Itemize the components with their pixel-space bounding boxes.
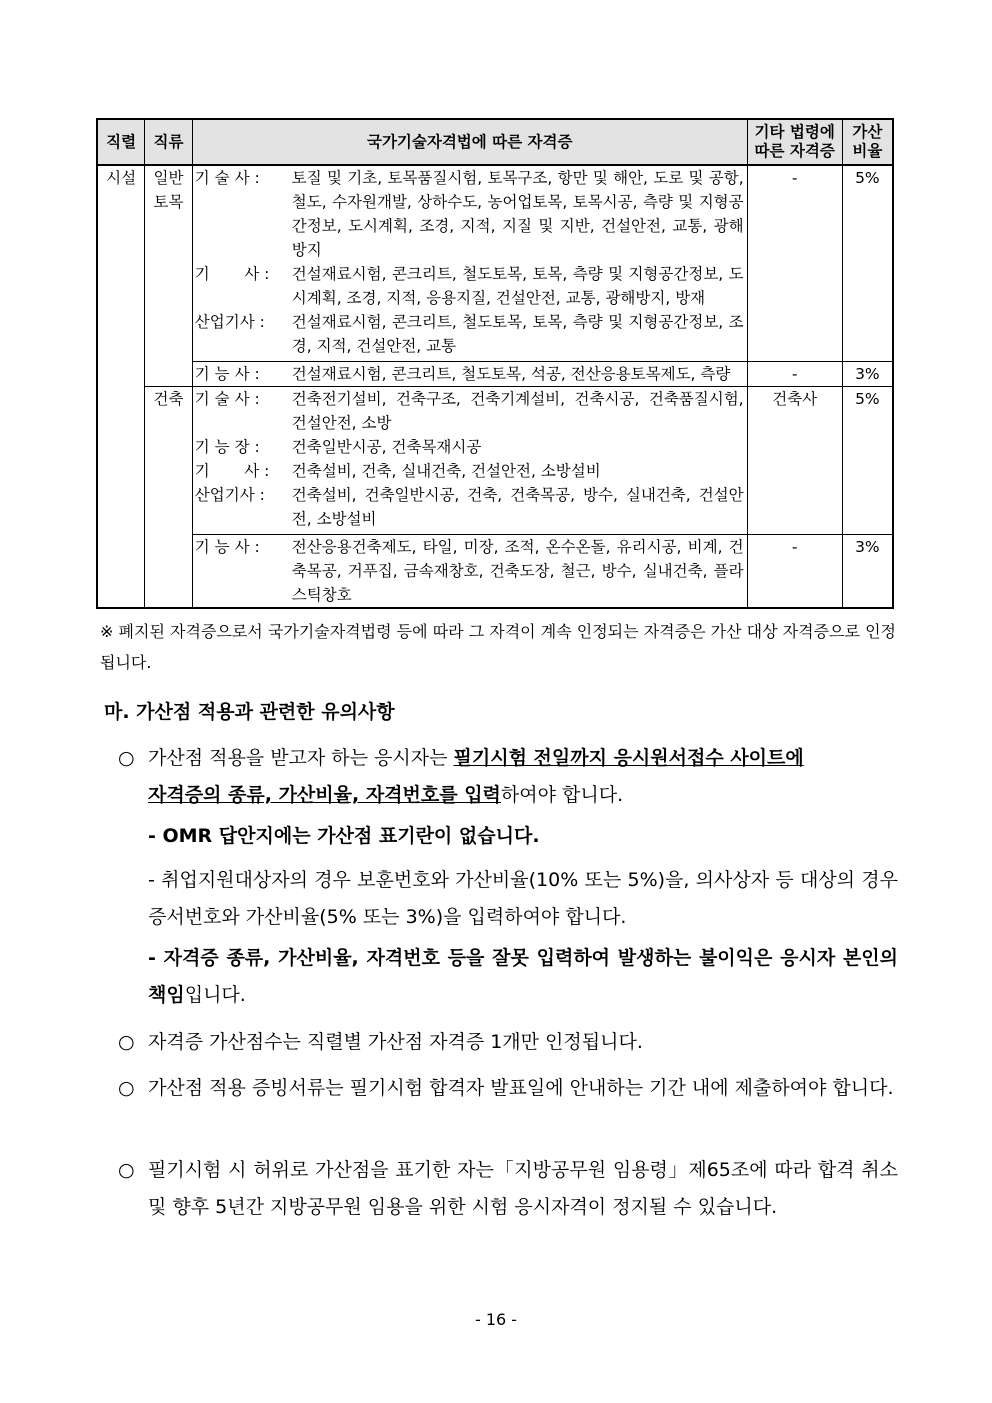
table-header-row — [97, 119, 893, 165]
circle-bullet-icon: ○ — [118, 1031, 135, 1053]
certificate-table — [96, 118, 894, 609]
sub-item-omr: - OMR 답안지에는 가산점 표기란이 없습니다. — [148, 825, 540, 847]
notice-paragraph-4 — [118, 1152, 898, 1226]
notice-paragraph-3 — [118, 1070, 898, 1107]
cert-list-general-2 — [192, 361, 747, 386]
header-national-cert: 국가기술자격법에 따른 자격증 — [192, 119, 747, 165]
cert-items: 토질 및 기초, 토목품질시험, 토목구조, 항만 및 해안, 도로 및 공항, 철도, 수자원개발, 상하수도, 농어업토목, 토목시공, 측량 및 지형공간정보, 도시계획, 조경, 지적, 지질 및 지반, 건설안전, 교통, 광해방지 — [291, 169, 744, 259]
grade-label: 기 능 사 : — [194, 364, 260, 383]
text: 하여야 합니다. — [500, 784, 624, 806]
other-cert-cell: - — [747, 534, 842, 608]
sub-item-responsibility — [148, 940, 898, 1014]
text: 필기시험 시 허위로 가산점을 표기한 자는「지방공무원 임용령」제65조에 따라 합격 취소 및 향후 5년간 지방공무원 임용을 위한 시험 응시자격이 정지될 수 있습니다. — [148, 1159, 898, 1218]
grade-label: 산업기사 : — [194, 313, 265, 331]
grade-label: 기 능 장 : — [194, 437, 260, 456]
rate-cell: 5% — [842, 386, 893, 534]
section-title: 마. 가산점 적용과 관련한 유의사항 — [104, 701, 395, 723]
sub-item-veterans: - 취업지원대상자의 경우 보훈번호와 가산비율(10% 또는 5%)을, 의사상자 등 대상의 경우 증서번호와 가산비율(5% 또는 3%)을 입력하여야 합니다. — [148, 869, 898, 928]
bold-text: - 자격증 종류, 가산비율, 자격번호 등을 잘못 입력하여 발생하는 불이익은 응시자 본인의 책임 — [148, 947, 898, 1006]
series-cell: 시설 — [97, 165, 145, 608]
cert-items: 건설재료시험, 콘크리트, 철도토목, 토목, 측량 및 지형공간정보, 조경, 지적, 건설안전, 교통 — [291, 313, 744, 355]
cert-items: 전산응용건축제도, 타일, 미장, 조적, 온수온돌, 유리시공, 비계, 건축목공, 거푸집, 금속재창호, 건축도장, 철근, 방수, 실내건축, 플라스틱창호 — [291, 537, 744, 604]
table-footnote: ※ 폐지된 자격증으로서 국가기술자격법령 등에 따라 그 자격이 계속 인정되는 자격증은 가산 대상 자격증으로 인정됩니다. — [100, 622, 896, 672]
table-row — [97, 165, 893, 361]
header-class: 직류 — [145, 119, 193, 165]
cert-list-arch-2 — [192, 534, 747, 608]
other-cert-cell: - — [747, 361, 842, 386]
table-row — [97, 361, 893, 386]
circle-bullet-icon: ○ — [118, 1077, 135, 1099]
text: 자격증 가산점수는 직렬별 가산점 자격증 1개만 인정됩니다. — [148, 1031, 643, 1053]
notice-paragraph-2 — [118, 1024, 898, 1061]
grade-label: 기 능 사 : — [194, 537, 260, 556]
cert-items: 건축설비, 건축, 실내건축, 건설안전, 소방설비 — [291, 461, 601, 480]
header-series: 직렬 — [97, 119, 145, 165]
text: 가산점 적용 증빙서류는 필기시험 합격자 발표일에 안내하는 기간 내에 제출하여야 합니다. — [148, 1077, 894, 1099]
header-other-cert: 기타 법령에 따른 자격증 — [747, 119, 842, 165]
underlined-text: 필기시험 전일까지 응시원서접수 사이트에 — [453, 747, 804, 769]
table-row — [97, 386, 893, 534]
other-cert-cell: - — [747, 165, 842, 361]
rate-cell: 3% — [842, 534, 893, 608]
grade-label: 기 사 : — [194, 461, 270, 480]
rate-cell: 3% — [842, 361, 893, 386]
circle-bullet-icon: ○ — [118, 1159, 135, 1181]
circle-bullet-icon: ○ — [118, 747, 135, 769]
other-cert-cell: 건축사 — [747, 386, 842, 534]
page-number: - 16 - — [474, 1310, 518, 1329]
cert-items: 건축전기설비, 건축구조, 건축기계설비, 건축시공, 건축품질시험, 건설안전, 소방 — [291, 389, 744, 432]
cert-items: 건설재료시험, 콘크리트, 철도토목, 토목, 측량 및 지형공간정보, 도시계획, 조경, 지적, 응용지질, 건설안전, 교통, 광해방지, 방재 — [291, 265, 744, 307]
cert-list-general-1 — [192, 165, 747, 361]
class-cell-arch: 건축 — [145, 386, 193, 608]
cert-items: 건축설비, 건축일반시공, 건축, 건축목공, 방수, 실내건축, 건설안전, 소방설비 — [291, 485, 744, 528]
grade-label: 기 사 : — [194, 265, 270, 283]
cert-items: 건축일반시공, 건축목재시공 — [291, 437, 482, 456]
cert-list-arch-1 — [192, 386, 747, 534]
notice-paragraph-1 — [118, 740, 898, 814]
table-row — [97, 534, 893, 608]
rate-cell: 5% — [842, 165, 893, 361]
header-rate: 가산 비율 — [842, 119, 893, 165]
cert-items: 건설재료시험, 콘크리트, 철도토목, 석공, 전산응용토목제도, 측량 — [291, 364, 731, 383]
grade-label: 기 술 사 : — [194, 389, 260, 408]
class-cell-general: 일반 토목 — [145, 165, 193, 386]
grade-label: 기 술 사 : — [194, 169, 260, 187]
text: 입니다. — [184, 984, 246, 1006]
grade-label: 산업기사 : — [194, 485, 265, 504]
text: 가산점 적용을 받고자 하는 응시자는 — [148, 747, 454, 769]
underlined-text: 자격증의 종류, 가산비율, 자격번호를 입력 — [148, 784, 501, 806]
